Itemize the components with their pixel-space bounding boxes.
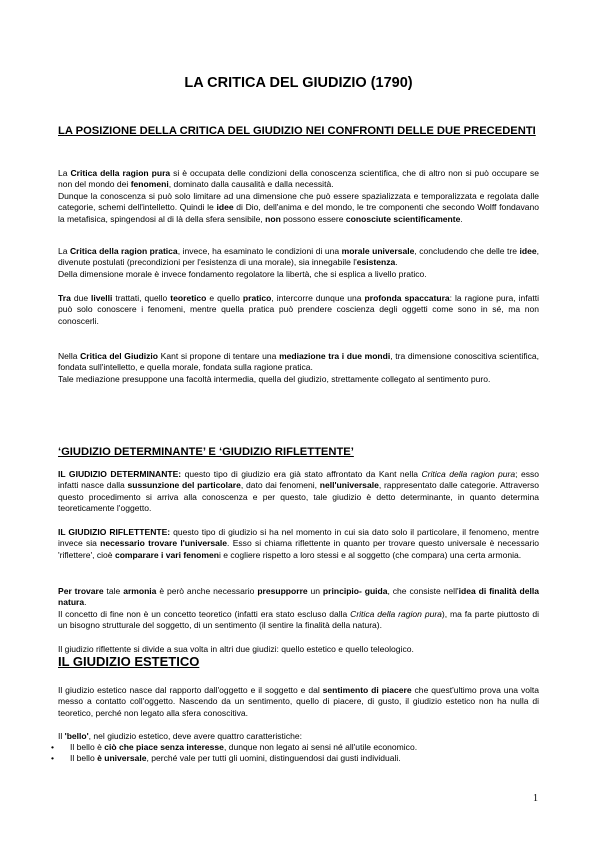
list-item-text: Il bello è ciò che piace senza interesse, dunque non legato ai sensi né all'utile economico. bbox=[70, 742, 418, 752]
bullet-list bbox=[51, 742, 539, 765]
paragraph: IL GIUDIZIO RIFLETTENTE: questo tipo di giudizio si ha nel momento in cui sia dato solo il particolare, il fenomeno, mentre invece sia necessario trovare l'universale. Esso si chiama riflettente in quanto per trovare questo universale è necessario 'riflettere', cioè comparare i vari fenomeni e cogliere rispetto a loro stessi e al soggetto (che compara) una certa armonia. bbox=[58, 527, 539, 560]
page-number: 1 bbox=[533, 793, 538, 804]
paragraph: Il giudizio riflettente si divide a sua volta in altri due giudizi: quello estetico e quello teleologico. bbox=[58, 644, 414, 654]
section-heading-posizione: LA POSIZIONE DELLA CRITICA DEL GIUDIZIO NEI CONFRONTI DELLE DUE PRECEDENTI bbox=[58, 125, 536, 137]
section-heading-giudizi: ‘GIUDIZIO DETERMINANTE’ E ‘GIUDIZIO RIFLETTENTE’ bbox=[58, 446, 354, 458]
bullet-icon: • bbox=[51, 753, 54, 764]
paragraph: La Critica della ragion pura si è occupata delle condizioni della conoscenza scientifica, che di altro non si può occupare se non del mondo dei fenomeni, dominato dalla causalità e dalla necessità. Dunque la conoscenza si può solo limitare ad una dimensione che può essere spazializzata e temporalizzata e regolata dalle categorie, schemi dell'intelletto. Quindi le idee di Dio, dell'anima e del mondo, le tre componenti che secondo Wolff fondavano la metafisica, spingendosi al di là della sfera sensibile, non possono essere conosciute scientificamente. bbox=[58, 168, 540, 224]
document-title: LA CRITICA DEL GIUDIZIO (1790) bbox=[184, 75, 413, 91]
paragraph: Nella Critica del Giudizio Kant si propone di tentare una mediazione tra i due mondi, tra dimensione conoscitiva scientifica, fondata sull'intelletto, e quella morale, fondata sulla ragione pratica. Tale mediazione presuppone una facoltà intermedia, quella del giudizio, strettamente collegato al sentimento puro. bbox=[58, 351, 539, 384]
paragraph: Il 'bello', nel giudizio estetico, deve avere quattro caratteristiche: bbox=[58, 731, 302, 741]
list-item bbox=[51, 742, 539, 753]
paragraph: Il giudizio estetico nasce dal rapporto dall'oggetto e il soggetto e dal sentimento di piacere che quest'ultimo prova una volta messo a contatto coll'oggetto. Nascendo da un sentimento, quello di piacere, di gusto, il giudizio estetico non ha nulla di teoretico, perché non legato alla sfera conoscitiva. bbox=[58, 685, 539, 718]
paragraph: IL GIUDIZIO DETERMINANTE: questo tipo di giudizio era già stato affrontato da Kant nella Critica della ragion pura; esso infatti nasce dalla sussunzione del particolare, dato dai fenomeni, nell'universale, rappresentato dalle categorie. Attraverso questo procedimento si arriva alla conoscenza e per questo, tale giudizio è detto determinante, in quanto determina teoreticamente l'oggetto. bbox=[58, 469, 540, 514]
section-heading-estetico: IL GIUDIZIO ESTETICO bbox=[58, 654, 200, 669]
paragraph: Per trovare tale armonia è però anche necessario presupporre un principio- guida, che consiste nell'idea di finalità della natura. Il concetto di fine non è un concetto teoretico (infatti era stato escluso dalla Critica della ragion pura), ma fa parte piuttosto di un bisogno strutturale del soggetto, di un sentimento (il sentire la finalità della natura). bbox=[58, 586, 539, 631]
bullet-icon: • bbox=[51, 742, 54, 752]
list-item bbox=[51, 753, 539, 764]
list-item-text: Il bello è universale, perché vale per tutti gli uomini, distinguendosi dai gusti individuali. bbox=[70, 753, 401, 764]
paragraph: La Critica della ragion pratica, invece, ha esaminato le condizioni di una morale universale, concludendo che delle tre idee, divenute postulati (precondizioni per l'esistenza di una morale), sia innegabile l'esistenza. Della dimensione morale è invece fondamento regolatore la libertà, che si esplica a livello pratico. bbox=[58, 246, 539, 279]
paragraph: Tra due livelli trattati, quello teoretico e quello pratico, intercorre dunque una profonda spaccatura: la ragione pura, infatti può solo conoscere i fenomeni, mentre quella pratica può prendere coscienza degli oggetti come sono in sé, ma non conoscerli. bbox=[58, 293, 539, 326]
